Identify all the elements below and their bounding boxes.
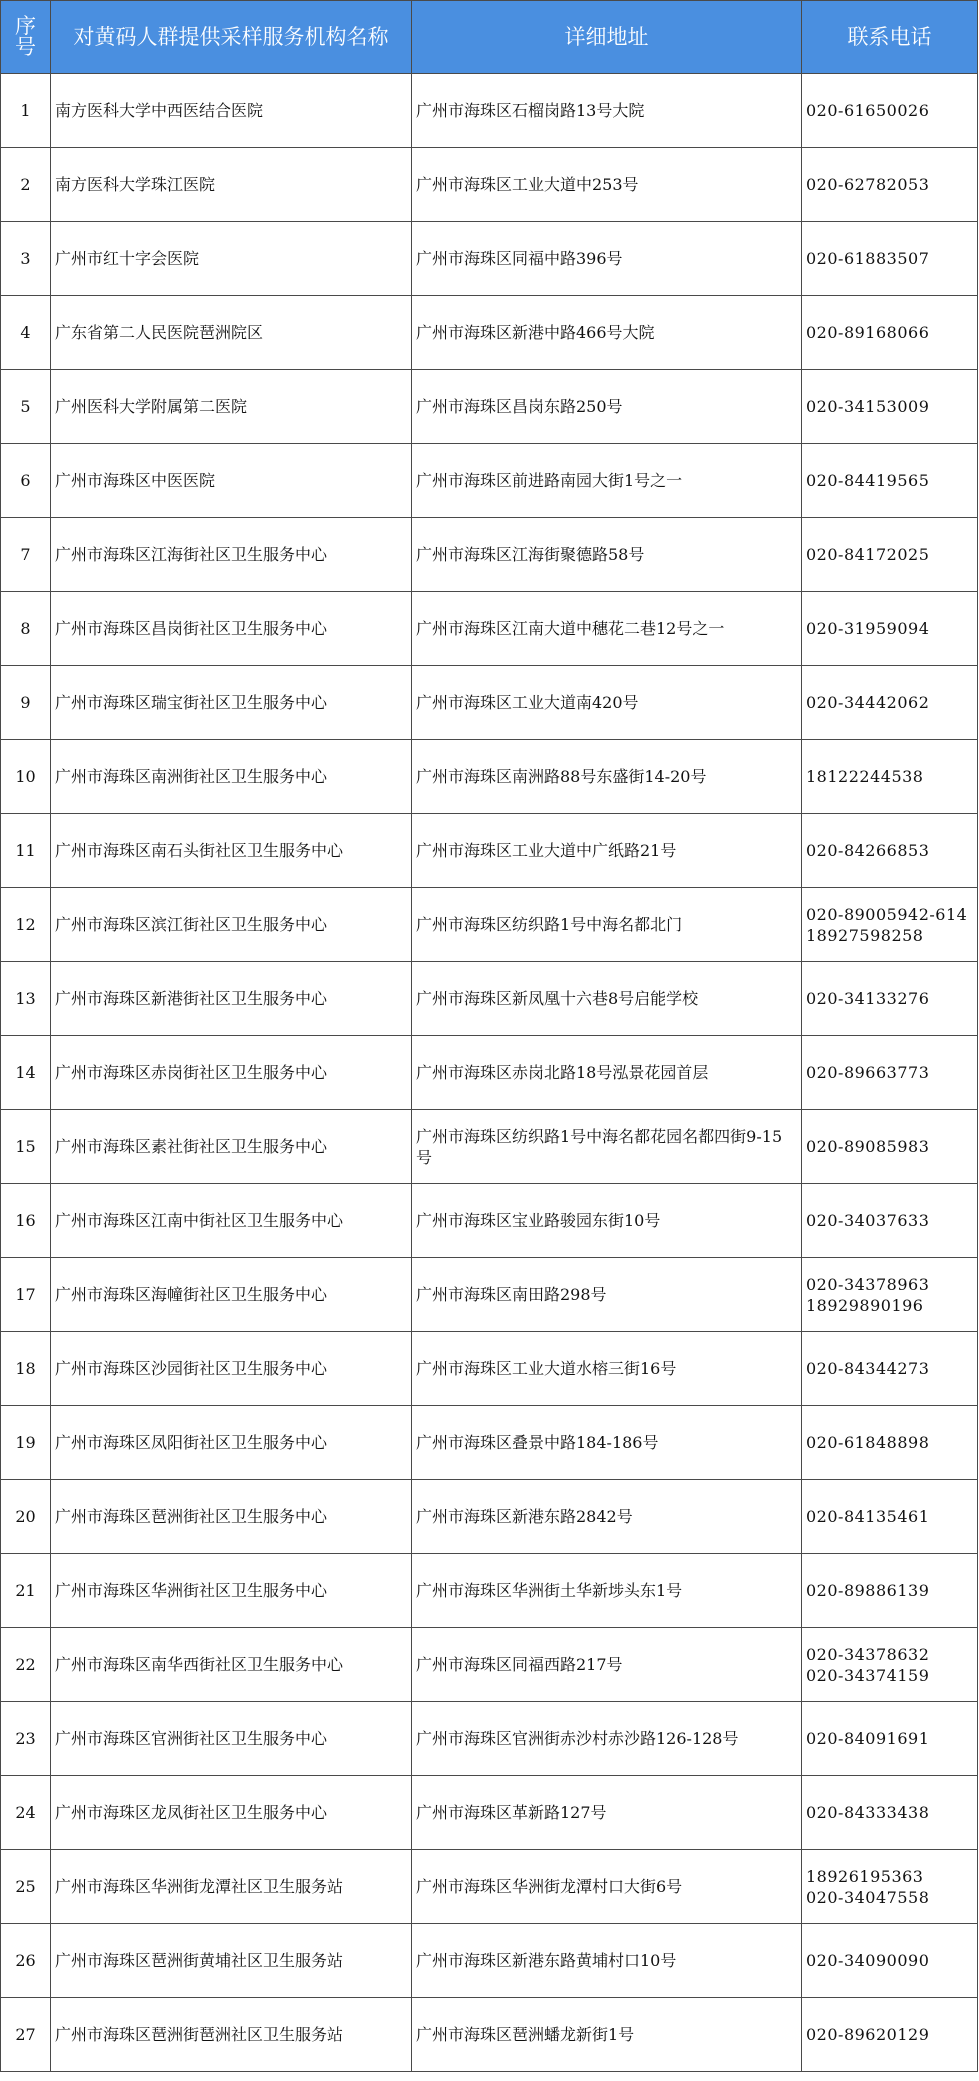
phone-number: 020-34378632 <box>806 1644 930 1664</box>
row-number: 8 <box>1 592 51 666</box>
row-number: 25 <box>1 1850 51 1924</box>
contact-phone <box>802 740 978 814</box>
institution-name: 广州医科大学附属第二医院 <box>51 370 412 444</box>
contact-phone <box>802 1776 978 1850</box>
row-number: 26 <box>1 1924 51 1998</box>
institution-name: 广州市海珠区滨江街社区卫生服务中心 <box>51 888 412 962</box>
phone-number: 020-84344273 <box>806 1359 930 1378</box>
institution-name: 南方医科大学珠江医院 <box>51 148 412 222</box>
contact-phone <box>802 1702 978 1776</box>
table-row <box>1 1258 978 1332</box>
phone-number: 18929890196 <box>806 1295 924 1315</box>
contact-phone <box>802 1628 978 1702</box>
phone-number: 020-89168066 <box>806 323 930 342</box>
table-row <box>1 296 978 370</box>
row-number: 5 <box>1 370 51 444</box>
institution-address: 广州市海珠区华洲街龙潭村口大街6号 <box>412 1850 802 1924</box>
row-number: 15 <box>1 1110 51 1184</box>
row-number: 6 <box>1 444 51 518</box>
institution-name: 南方医科大学中西医结合医院 <box>51 74 412 148</box>
institution-name: 广州市海珠区沙园街社区卫生服务中心 <box>51 1332 412 1406</box>
contact-phone <box>802 518 978 592</box>
row-number: 17 <box>1 1258 51 1332</box>
institution-address: 广州市海珠区纺织路1号中海名都北门 <box>412 888 802 962</box>
table-row <box>1 1628 978 1702</box>
table-row <box>1 1480 978 1554</box>
phone-number: 020-89005942-614 <box>806 904 968 924</box>
row-number: 14 <box>1 1036 51 1110</box>
table-header-row <box>1 1 978 74</box>
phone-number: 020-89085983 <box>806 1137 930 1156</box>
phone-number: 020-84419565 <box>806 471 930 490</box>
institution-name: 广州市海珠区赤岗街社区卫生服务中心 <box>51 1036 412 1110</box>
table-row <box>1 1850 978 1924</box>
contact-phone <box>802 1850 978 1924</box>
table-row <box>1 1554 978 1628</box>
row-number: 27 <box>1 1998 51 2072</box>
institution-address: 广州市海珠区新港中路466号大院 <box>412 296 802 370</box>
table-row <box>1 74 978 148</box>
row-number: 24 <box>1 1776 51 1850</box>
table-row <box>1 592 978 666</box>
row-number: 23 <box>1 1702 51 1776</box>
table-row <box>1 1924 978 1998</box>
phone-number: 18926195363 <box>806 1866 924 1886</box>
table-row <box>1 962 978 1036</box>
institution-name: 广州市海珠区昌岗街社区卫生服务中心 <box>51 592 412 666</box>
row-number: 7 <box>1 518 51 592</box>
contact-phone <box>802 148 978 222</box>
contact-phone <box>802 1406 978 1480</box>
institution-name: 广州市红十字会医院 <box>51 222 412 296</box>
phone-number: 020-84135461 <box>806 1507 930 1526</box>
row-number: 20 <box>1 1480 51 1554</box>
contact-phone <box>802 1480 978 1554</box>
institution-name: 广东省第二人民医院琶洲院区 <box>51 296 412 370</box>
row-number: 10 <box>1 740 51 814</box>
contact-phone <box>802 666 978 740</box>
institution-name: 广州市海珠区凤阳街社区卫生服务中心 <box>51 1406 412 1480</box>
row-number: 13 <box>1 962 51 1036</box>
phone-number: 020-89663773 <box>806 1063 930 1082</box>
institution-address: 广州市海珠区新港东路黄埔村口10号 <box>412 1924 802 1998</box>
table-row <box>1 1036 978 1110</box>
header-phone: 联系电话 <box>802 1 978 74</box>
institution-name: 广州市海珠区江南中街社区卫生服务中心 <box>51 1184 412 1258</box>
institution-address: 广州市海珠区江海街聚德路58号 <box>412 518 802 592</box>
institution-address: 广州市海珠区江南大道中穗花二巷12号之一 <box>412 592 802 666</box>
table-row <box>1 222 978 296</box>
institution-address: 广州市海珠区工业大道中253号 <box>412 148 802 222</box>
header-name: 对黄码人群提供采样服务机构名称 <box>51 1 412 74</box>
contact-phone <box>802 888 978 962</box>
institution-name: 广州市海珠区南华西街社区卫生服务中心 <box>51 1628 412 1702</box>
phone-number: 020-61848898 <box>806 1433 930 1452</box>
phone-number: 020-61650026 <box>806 101 930 120</box>
institution-address: 广州市海珠区前进路南园大街1号之一 <box>412 444 802 518</box>
institution-name: 广州市海珠区新港街社区卫生服务中心 <box>51 962 412 1036</box>
phone-number: 020-34133276 <box>806 989 930 1008</box>
institution-address: 广州市海珠区同福中路396号 <box>412 222 802 296</box>
table-row <box>1 1332 978 1406</box>
phone-number: 020-34047558 <box>806 1887 930 1907</box>
contact-phone <box>802 1110 978 1184</box>
contact-phone <box>802 1998 978 2072</box>
table-row <box>1 666 978 740</box>
table-row <box>1 1184 978 1258</box>
table-row <box>1 518 978 592</box>
phone-number: 020-84172025 <box>806 545 930 564</box>
row-number: 4 <box>1 296 51 370</box>
contact-phone <box>802 444 978 518</box>
row-number: 11 <box>1 814 51 888</box>
table-body <box>1 74 978 2072</box>
table-row <box>1 1110 978 1184</box>
phone-number: 020-34442062 <box>806 693 930 712</box>
institution-name: 广州市海珠区素社街社区卫生服务中心 <box>51 1110 412 1184</box>
row-number: 18 <box>1 1332 51 1406</box>
institution-address: 广州市海珠区纺织路1号中海名都花园名都四街9-15号 <box>412 1110 802 1184</box>
institution-address: 广州市海珠区新凤凰十六巷8号启能学校 <box>412 962 802 1036</box>
phone-number: 020-84091691 <box>806 1729 930 1748</box>
phone-number: 020-34378963 <box>806 1274 930 1294</box>
phone-number: 020-31959094 <box>806 619 930 638</box>
row-number: 22 <box>1 1628 51 1702</box>
contact-phone <box>802 1036 978 1110</box>
phone-number: 18122244538 <box>806 767 924 786</box>
contact-phone <box>802 1332 978 1406</box>
institution-name: 广州市海珠区中医医院 <box>51 444 412 518</box>
table-row <box>1 148 978 222</box>
contact-phone <box>802 296 978 370</box>
table-row <box>1 444 978 518</box>
institution-address: 广州市海珠区南洲路88号东盛街14-20号 <box>412 740 802 814</box>
institution-name: 广州市海珠区琶洲街黄埔社区卫生服务站 <box>51 1924 412 1998</box>
table-row <box>1 888 978 962</box>
institution-address: 广州市海珠区南田路298号 <box>412 1258 802 1332</box>
institution-address: 广州市海珠区石榴岗路13号大院 <box>412 74 802 148</box>
contact-phone <box>802 814 978 888</box>
phone-number: 020-61883507 <box>806 249 930 268</box>
contact-phone <box>802 74 978 148</box>
table-row <box>1 1702 978 1776</box>
institution-name: 广州市海珠区龙凤街社区卫生服务中心 <box>51 1776 412 1850</box>
institution-address: 广州市海珠区官洲街赤沙村赤沙路126-128号 <box>412 1702 802 1776</box>
row-number: 16 <box>1 1184 51 1258</box>
institution-address: 广州市海珠区革新路127号 <box>412 1776 802 1850</box>
contact-phone <box>802 1554 978 1628</box>
institution-name: 广州市海珠区琶洲街社区卫生服务中心 <box>51 1480 412 1554</box>
phone-number: 020-34037633 <box>806 1211 930 1230</box>
phone-number: 020-89620129 <box>806 2025 930 2044</box>
phone-number: 020-84266853 <box>806 841 930 860</box>
institution-address: 广州市海珠区琶洲蟠龙新街1号 <box>412 1998 802 2072</box>
institution-name: 广州市海珠区瑞宝街社区卫生服务中心 <box>51 666 412 740</box>
institution-address: 广州市海珠区工业大道水榕三街16号 <box>412 1332 802 1406</box>
institution-name: 广州市海珠区南洲街社区卫生服务中心 <box>51 740 412 814</box>
institution-address: 广州市海珠区工业大道中广纸路21号 <box>412 814 802 888</box>
header-address: 详细地址 <box>412 1 802 74</box>
phone-number: 020-34374159 <box>806 1665 930 1685</box>
institution-address: 广州市海珠区工业大道南420号 <box>412 666 802 740</box>
institution-name: 广州市海珠区琶洲街琶洲社区卫生服务站 <box>51 1998 412 2072</box>
row-number: 3 <box>1 222 51 296</box>
institution-address: 广州市海珠区新港东路2842号 <box>412 1480 802 1554</box>
row-number: 1 <box>1 74 51 148</box>
row-number: 9 <box>1 666 51 740</box>
phone-number: 020-62782053 <box>806 175 930 194</box>
institution-name: 广州市海珠区江海街社区卫生服务中心 <box>51 518 412 592</box>
institution-name: 广州市海珠区海幢街社区卫生服务中心 <box>51 1258 412 1332</box>
contact-phone <box>802 222 978 296</box>
contact-phone <box>802 962 978 1036</box>
phone-number: 020-84333438 <box>806 1803 930 1822</box>
row-number: 12 <box>1 888 51 962</box>
header-no: 序号 <box>1 1 51 74</box>
table-row <box>1 814 978 888</box>
table-row <box>1 1998 978 2072</box>
institution-address: 广州市海珠区同福西路217号 <box>412 1628 802 1702</box>
contact-phone <box>802 1258 978 1332</box>
table-row <box>1 740 978 814</box>
table-row <box>1 1776 978 1850</box>
row-number: 2 <box>1 148 51 222</box>
institution-address: 广州市海珠区赤岗北路18号泓景花园首层 <box>412 1036 802 1110</box>
institution-name: 广州市海珠区华洲街社区卫生服务中心 <box>51 1554 412 1628</box>
contact-phone <box>802 592 978 666</box>
phone-number: 020-34153009 <box>806 397 930 416</box>
institution-name: 广州市海珠区南石头街社区卫生服务中心 <box>51 814 412 888</box>
contact-phone <box>802 1924 978 1998</box>
institution-address: 广州市海珠区华洲街土华新埗头东1号 <box>412 1554 802 1628</box>
row-number: 21 <box>1 1554 51 1628</box>
institution-name: 广州市海珠区官洲街社区卫生服务中心 <box>51 1702 412 1776</box>
institution-address: 广州市海珠区昌岗东路250号 <box>412 370 802 444</box>
contact-phone <box>802 370 978 444</box>
institution-name: 广州市海珠区华洲街龙潭社区卫生服务站 <box>51 1850 412 1924</box>
table-row <box>1 1406 978 1480</box>
phone-number: 18927598258 <box>806 925 924 945</box>
table-row <box>1 370 978 444</box>
institution-address: 广州市海珠区宝业路骏园东街10号 <box>412 1184 802 1258</box>
institution-address: 广州市海珠区叠景中路184-186号 <box>412 1406 802 1480</box>
phone-number: 020-34090090 <box>806 1951 930 1970</box>
phone-number: 020-89886139 <box>806 1581 930 1600</box>
contact-phone <box>802 1184 978 1258</box>
row-number: 19 <box>1 1406 51 1480</box>
